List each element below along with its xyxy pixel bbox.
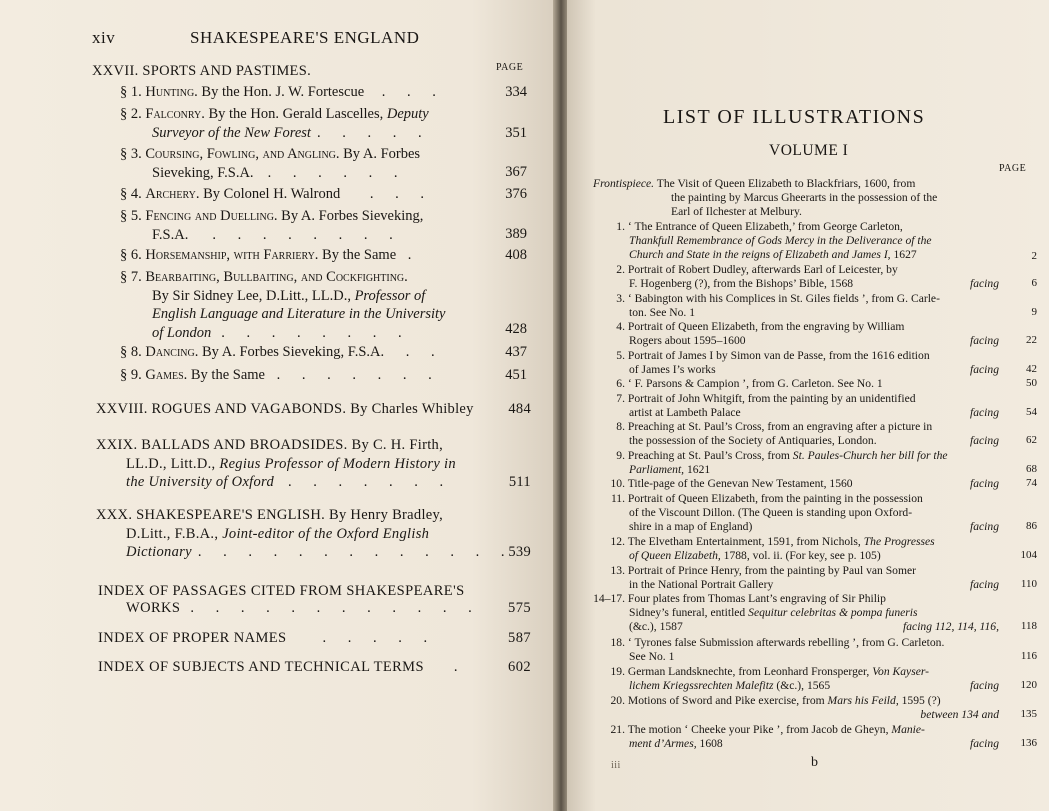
illustration-item-5: 5. Portrait of James I by Simon van de Passe, from the 1616 edition of James I’s works facing: [616, 349, 999, 377]
illustration-item-10: 10. Title-page of the Genevan New Testament, 1560 facing: [610, 477, 999, 490]
illustration-item-3-page: 9: [1031, 306, 1037, 318]
section-3: § 3. Coursing, Fowling, and Angling. By A. Forbes Sieveking, F.S.A. . . . . . .: [120, 146, 421, 181]
illustration-item-5-page: 42: [1026, 363, 1037, 375]
illustration-item-18: 18. ‘ Tyrones false Submission afterwards rebelling ’, from G. Carleton. See No. 1: [610, 636, 945, 664]
illustration-item-9: 9. Preaching at St. Paul’s Cross, from St. Paules-Church her bill for the Parliament, 1621: [616, 449, 948, 477]
illustration-item-13-page: 110: [1020, 578, 1037, 590]
section-6-page: 408: [505, 247, 527, 263]
illustration-item-12-page: 104: [1020, 549, 1037, 561]
illustration-item-13: 13. Portrait of Prince Henry, from the painting by Paul van Somer in the National Portrait Gallery facing: [610, 564, 999, 592]
illustration-item-11: 11. Portrait of Queen Elizabeth, from the painting in the possession of the Viscount Dillon. (The Queen is standing upon Oxford- shire in a map of England) facing: [610, 492, 999, 534]
illustration-item-7: 7. Portrait of John Whitgift, from the painting by an unidentified artist at Lambeth Palace facing: [616, 392, 999, 420]
section-8: § 8. Dancing. By A. Forbes Sieveking, F.S.A. . .: [120, 344, 444, 360]
section-5: § 5. Fencing and Duelling. By A. Forbes Sieveking, F.S.A. . . . . . . . .: [120, 208, 424, 243]
section-5-page: 389: [505, 226, 527, 242]
section-8-page: 437: [505, 344, 527, 360]
illustration-item-14-17: 14–17. Four plates from Thomas Lant’s engraving of Sir Philip Sidney’s funeral, entitled Sequitur celebritas & pompa funeris (&c.), 1587 facing 112, 114, 116,: [593, 592, 999, 634]
list-title: LIST OF ILLUSTRATIONS: [663, 106, 926, 128]
chapter-27-title: XXVII. SPORTS AND PASTIMES.: [92, 63, 312, 79]
chapter-28: XXVIII. ROGUES AND VAGABONDS. By Charles Whibley: [96, 401, 474, 417]
section-2: § 2. Falconry. By the Hon. Gerald Lascelles, Deputy Surveyor of the New Forest . . . . .: [120, 106, 431, 141]
illustration-item-1-page: 2: [1031, 250, 1037, 262]
chapter-30: XXX. SHAKESPEARE'S ENGLISH. By Henry Bradley, D.Litt., F.B.A., Joint-editor of the Oxford English Dictionary . . . . . . . . . . . . .: [96, 507, 514, 560]
illustration-item-4-page: 22: [1026, 334, 1037, 346]
illustration-item-14-17-page: 118: [1020, 620, 1037, 632]
running-head: SHAKESPEARE'S ENGLAND: [190, 28, 420, 47]
section-4: § 4. Archery. By Colonel H. Walrond . . .: [120, 186, 433, 202]
folio: xiv: [92, 28, 116, 47]
illustration-item-2-page: 6: [1031, 277, 1037, 289]
section-4-page: 376: [505, 186, 527, 202]
index-proper-names-page: 587: [508, 630, 531, 646]
chapter-29-page: 511: [508, 474, 531, 490]
index-subjects: INDEX OF SUBJECTS AND TECHNICAL TERMS .: [98, 659, 467, 675]
section-1: § 1. Hunting. By the Hon. J. W. Fortescue . . .: [120, 84, 445, 100]
illustration-item-19-page: 120: [1020, 679, 1037, 691]
chapter-30-page: 539: [508, 544, 531, 560]
illustration-item-8: 8. Preaching at St. Paul’s Cross, from an engraving after a picture in the possession of the Society of Antiquaries, London. facing: [616, 420, 999, 448]
right-page: [567, 0, 1049, 811]
illustration-item-10-page: 74: [1026, 477, 1037, 489]
illustration-item-6: 6. ‘ F. Parsons & Campion ’, from G. Carleton. See No. 1: [616, 377, 883, 390]
frontispiece-entry: Frontispiece. The Visit of Queen Elizabeth to Blackfriars, 1600, from the painting by Marcus Gheerarts in the possession of the Earl of Ilchester at Melbury.: [593, 177, 938, 219]
illustration-item-6-page: 50: [1026, 377, 1037, 389]
illustration-item-20-page: 135: [1020, 708, 1037, 720]
illustration-item-1: 1. ‘ The Entrance of Queen Elizabeth,’ from George Carleton, Thankfull Remembrance of Gods Mercy in the Deliverance of the Church and State in the reigns of Elizabeth and James I, 1627: [616, 220, 932, 262]
chapter-29: XXIX. BALLADS AND BROADSIDES. By C. H. Firth, LL.D., Litt.D., Regius Professor of Modern History in the University of Oxford . . . . . . .: [96, 437, 456, 490]
section-9: § 9. Games. By the Same . . . . . . .: [120, 367, 441, 383]
illustration-item-21-page: 136: [1020, 737, 1037, 749]
illustration-item-4: 4. Portrait of Queen Elizabeth, from the engraving by William Rogers about 1595–1600 facing: [616, 320, 999, 348]
section-9-page: 451: [505, 367, 527, 383]
section-7: § 7. Bearbaiting, Bullbaiting, and Cockfighting. By Sir Sidney Lee, D.Litt., LL.D., Professor of English Language and Literature in the University of London . . . . . . . .: [120, 269, 446, 341]
chapter-28-page: 484: [508, 401, 531, 417]
footer-left-mark: iii: [611, 760, 621, 771]
right-page-label: PAGE: [999, 163, 1027, 174]
index-proper-names: INDEX OF PROPER NAMES . . . . .: [98, 630, 437, 646]
index-passages-page: 575: [508, 600, 531, 616]
illustration-item-2: 2. Portrait of Robert Dudley, afterwards Earl of Leicester, by F. Hogenberg (?), from the Bishops’ Bible, 1568 facing: [616, 263, 999, 291]
illustration-item-3: 3. ‘ Babington with his Complices in St. Giles fields ’, from G. Carle- ton. See No. 1: [616, 292, 940, 320]
section-2-page: 351: [505, 125, 527, 141]
signature-mark: b: [811, 755, 818, 770]
illustration-item-12: 12. The Elvetham Entertainment, 1591, from Nichols, The Progresses of Queen Elizabeth, 1788, vol. ii. (For key, see p. 105): [610, 535, 935, 563]
section-7-page: 428: [505, 321, 527, 337]
illustration-item-18-page: 116: [1020, 650, 1037, 662]
illustration-item-9-page: 68: [1026, 463, 1037, 475]
section-6: § 6. Horsemanship, with Farriery. By the Same .: [120, 247, 421, 263]
illustration-item-20: 20. Motions of Sword and Pike exercise, from Mars his Feild, 1595 (?) between 134 and: [610, 694, 999, 722]
section-3-page: 367: [505, 164, 527, 180]
illustration-item-19: 19. German Landsknechte, from Leonhard Fronsperger, Von Kayser- lichem Kriegssrechten Malefitz (&c.), 1565 facing: [610, 665, 999, 693]
illustration-item-21: 21. The motion ‘ Cheeke your Pike ’, from Jacob de Gheyn, Manie- ment d’Armes, 1608 facing: [610, 723, 999, 751]
volume-heading: VOLUME I: [769, 142, 849, 159]
index-subjects-page: 602: [508, 659, 531, 675]
illustration-item-7-page: 54: [1026, 406, 1037, 418]
illustration-item-8-page: 62: [1026, 434, 1037, 446]
page-label: PAGE: [496, 62, 524, 73]
illustration-item-11-page: 86: [1026, 520, 1037, 532]
index-passages: INDEX OF PASSAGES CITED FROM SHAKESPEARE'S WORKS . . . . . . . . . . . .: [98, 583, 481, 616]
section-1-page: 334: [505, 84, 527, 100]
